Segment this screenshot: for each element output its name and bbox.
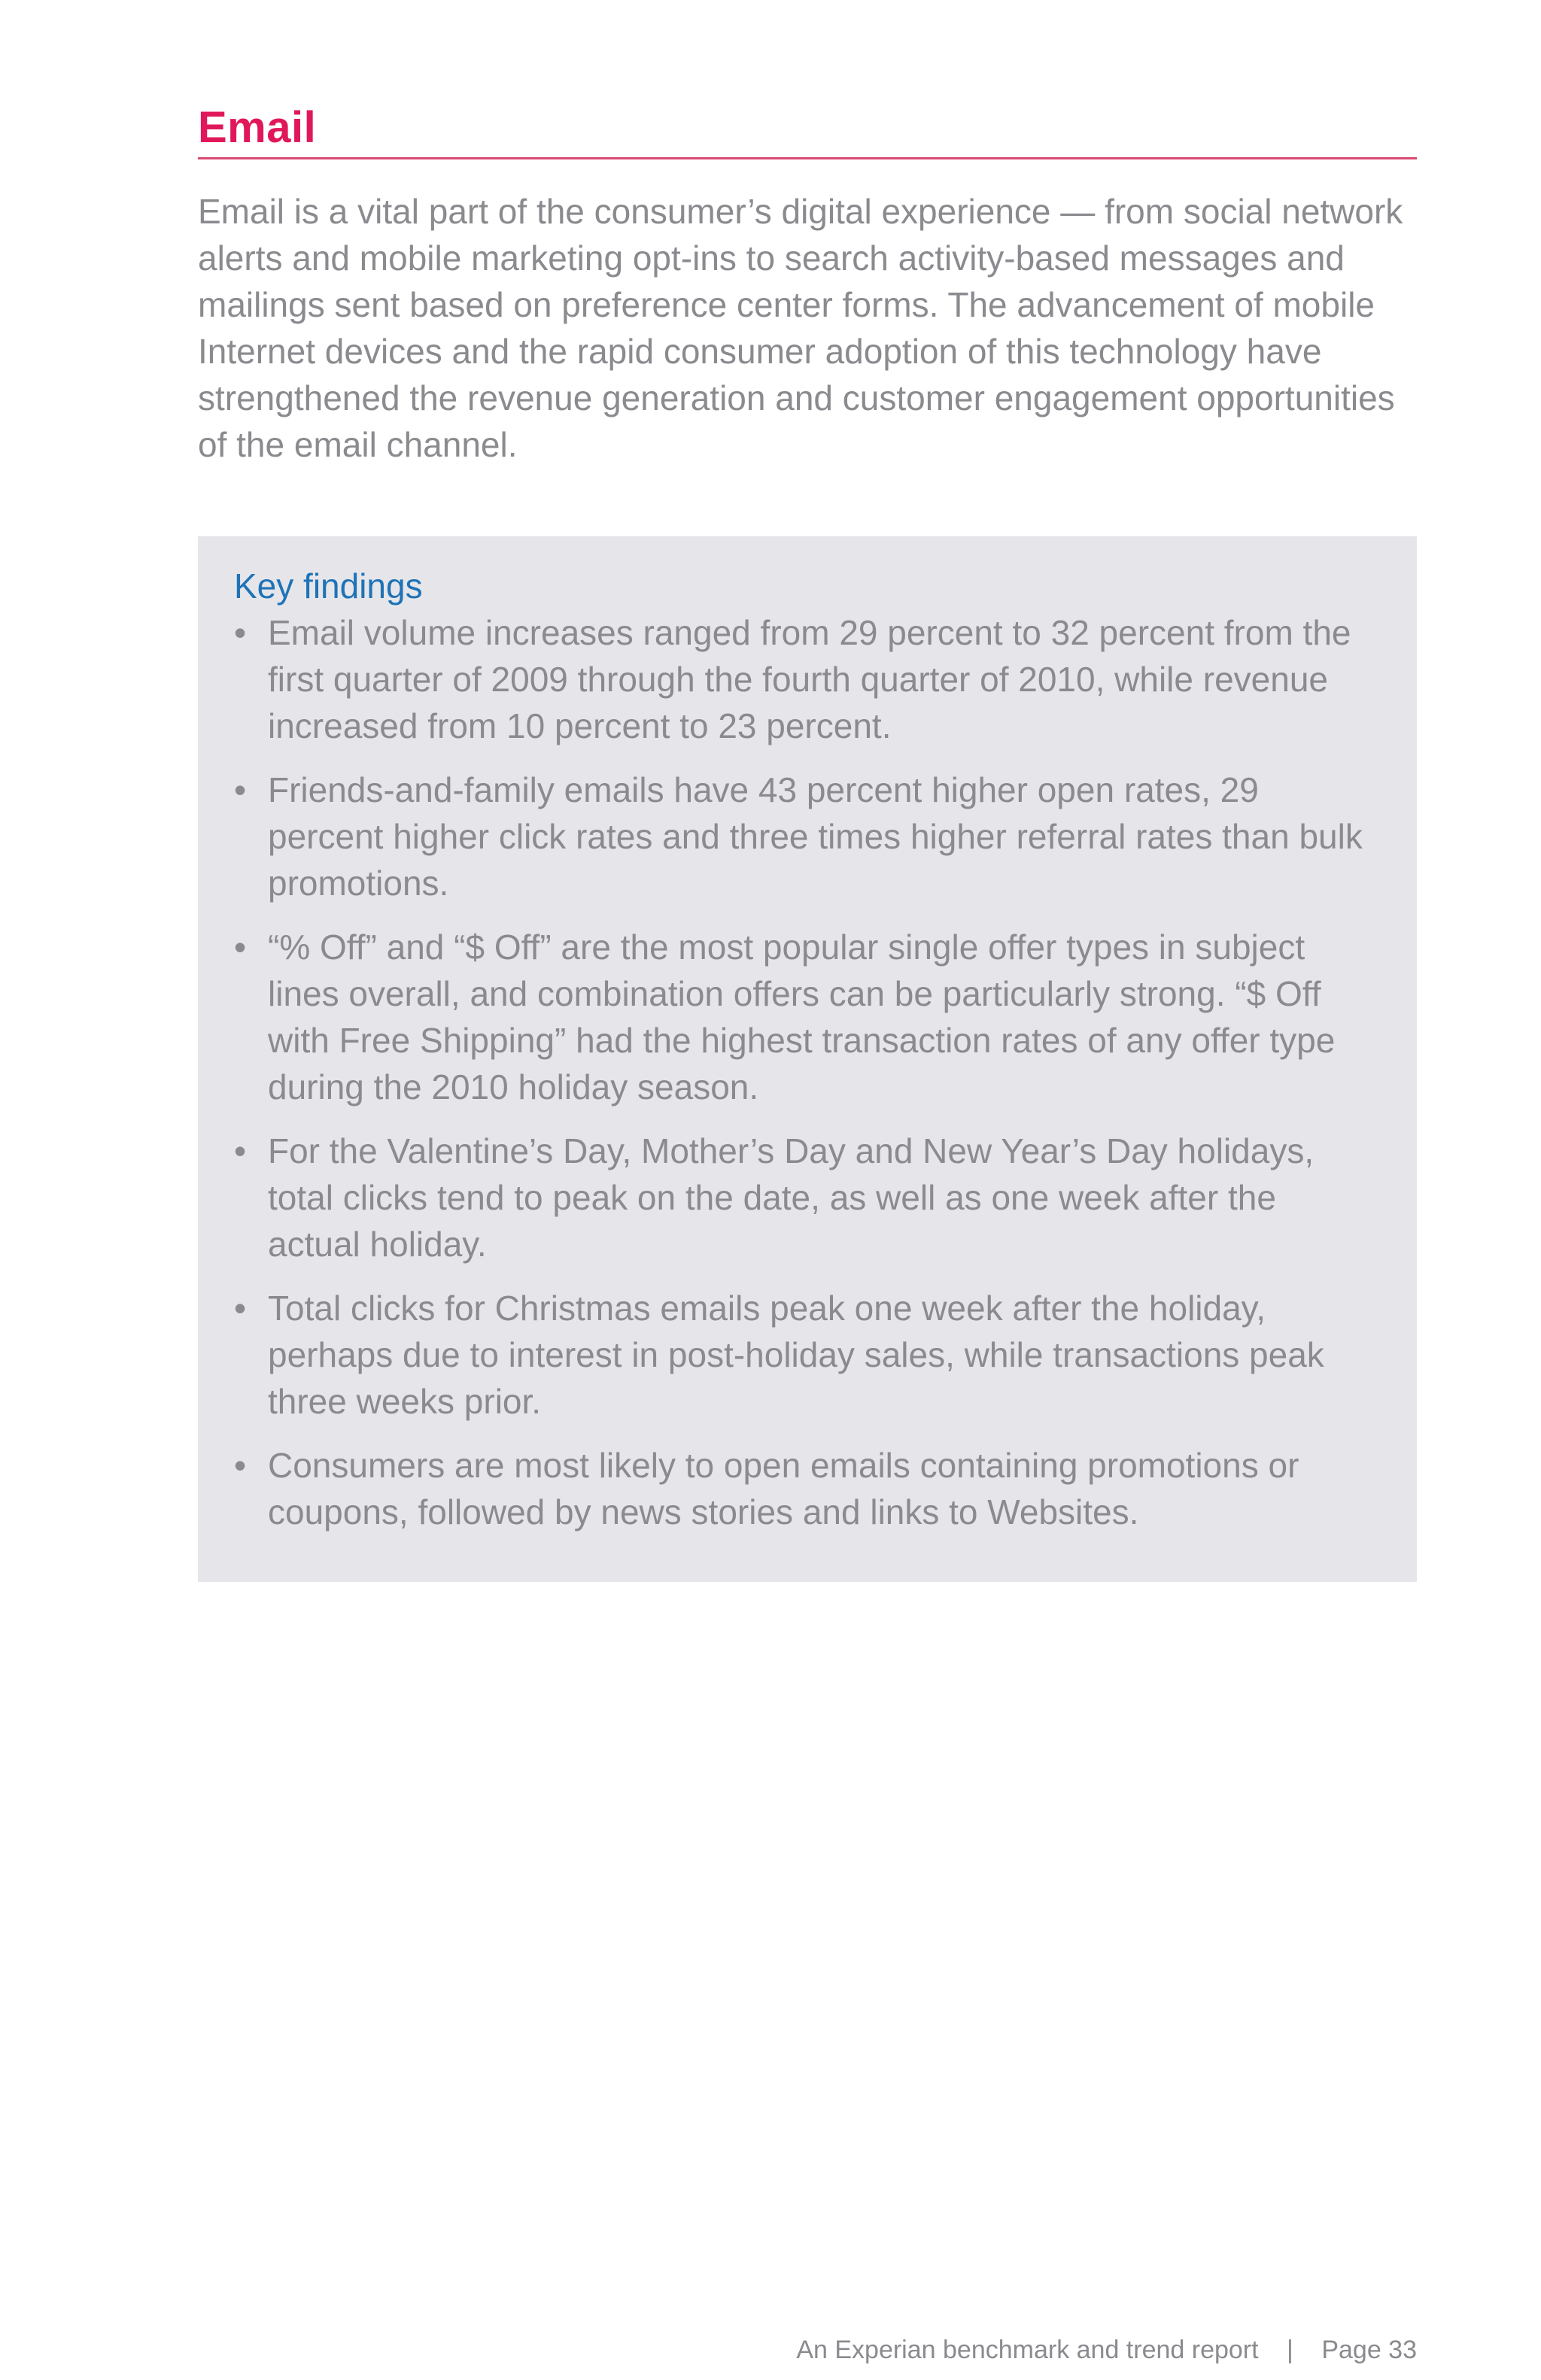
finding-text: Friends-and-family emails have 43 percent higher open rates, 29 percent higher click rates and three times higher referral rates than bulk promotions. [268, 770, 1363, 903]
finding-item [234, 1285, 1372, 1425]
finding-text: Total clicks for Christmas emails peak one week after the holiday, perhaps due to interest in post-holiday sales, while transactions peak three weeks prior. [268, 1289, 1324, 1421]
bullet-icon: • [234, 927, 247, 967]
finding-item [234, 924, 1372, 1110]
intro-paragraph: Email is a vital part of the consumer’s digital experience — from social network alerts and mobile marketing opt-ins to search activity-based messages and mailings sent based on preference center forms. The advancement of mobile Internet devices and the rapid consumer adoption of this technology have strengthened the revenue generation and customer engagement opportunities of the email channel. [198, 192, 1403, 464]
bullet-icon: • [234, 1131, 247, 1170]
finding-item [234, 767, 1372, 906]
report-name: An Experian benchmark and trend report [796, 2336, 1259, 2364]
section-title: Email [198, 103, 317, 152]
finding-item [234, 609, 1372, 749]
key-findings-list [234, 609, 1372, 1535]
page-footer [796, 2333, 1417, 2366]
key-findings-heading: Key findings [234, 566, 423, 606]
finding-item [234, 1128, 1372, 1267]
bullet-icon: • [234, 613, 247, 652]
finding-text: Consumers are most likely to open emails containing promotions or coupons, followed by news stories and links to Websites. [268, 1446, 1299, 1532]
finding-text: “% Off” and “$ Off” are the most popular single offer types in subject lines overall, and combination offers can be particularly strong. “$ Off with Free Shipping” had the highest transaction rates of any offer type during the 2010 holiday season. [268, 927, 1336, 1107]
finding-item [234, 1442, 1372, 1535]
finding-text: For the Valentine’s Day, Mother’s Day and New Year’s Day holidays, total clicks tend to peak on the date, as well as one week after the actual holiday. [268, 1131, 1315, 1264]
key-findings-box [198, 536, 1417, 1582]
footer-separator: | [1287, 2336, 1293, 2364]
title-divider [198, 157, 1417, 159]
finding-text: Email volume increases ranged from 29 percent to 32 percent from the first quarter of 2009 through the fourth quarter of 2010, while revenue increased from 10 percent to 23 percent. [268, 613, 1351, 745]
bullet-icon: • [234, 1289, 247, 1328]
bullet-icon: • [234, 1446, 247, 1485]
bullet-icon: • [234, 770, 247, 809]
page-number: Page 33 [1321, 2336, 1417, 2364]
